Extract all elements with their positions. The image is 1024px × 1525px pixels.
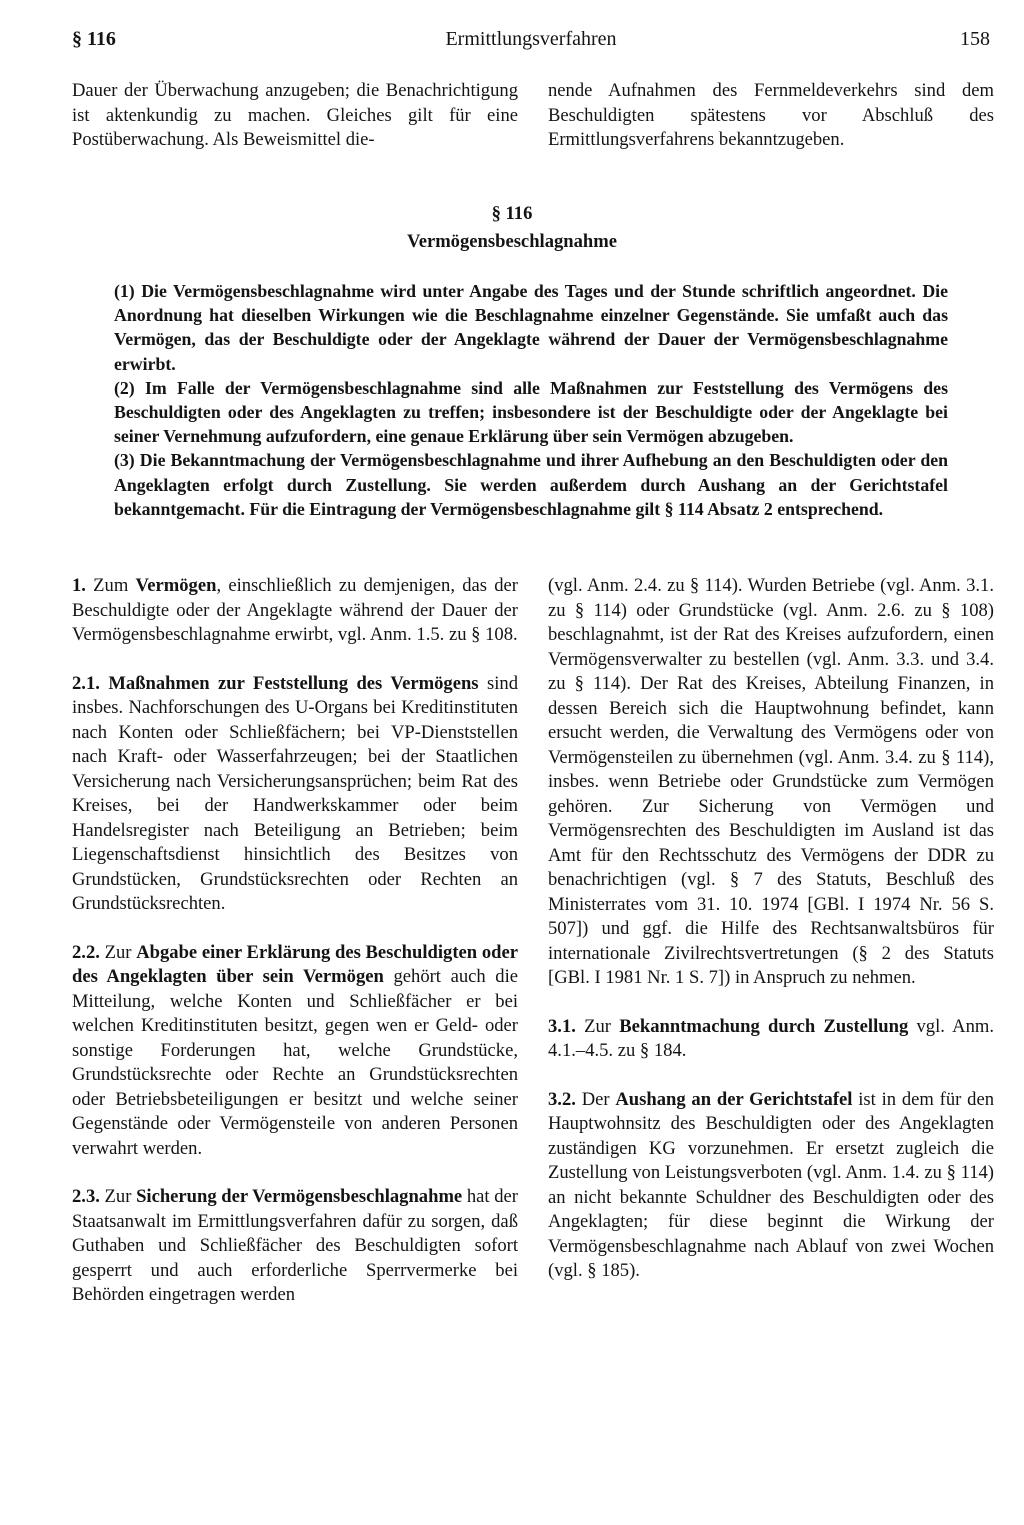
header-chapter: Ermittlungsverfahren [445, 28, 617, 50]
annotation-number: 2.1. [72, 672, 100, 694]
continuation-right-column [548, 79, 994, 153]
annotation-text: sind insbes. Nachforschungen des U-Organs bei Kreditinstituten nach Konten oder Schließfächern; bei VP-Dienststellen nach Kraft- oder Wasserfahrzeugen; bei der Staatlichen Versicherung nach Versicherungsansprüchen; beim Rat des Kreises, bei der Handwerkskammer oder beim Handelsregister nach Beteiligung an Betrieben; beim Liegenschaftsdienst hinsichtlich des Besitzes von Grundstücken, Grundstücksrechten oder Rechten an Grundstücksrechten. [72, 672, 518, 914]
annotation-keyword: Aushang an der Gerichtstafel [615, 1088, 853, 1110]
annotation-text: Der [575, 1088, 616, 1110]
annotation-2-3 [72, 1185, 518, 1308]
annotations-left-column [72, 574, 518, 1308]
annotation-1 [72, 574, 518, 648]
statute-paragraph-2: (2) Im Falle der Vermögensbeschlagnahme sind alle Maßnahmen zur Feststellung des Vermögens des Beschuldigten oder des Angeklagten zu treffen; insbesondere ist der Beschuldigte oder der Angeklagte bei seiner Vernehmung aufzufordern, eine genaue Erklärung über sein Vermögen abzugeben. [114, 377, 948, 447]
statute-paragraph-3: (3) Die Bekanntmachung der Vermögensbeschlagnahme und ihrer Aufhebung an den Beschuldigten oder den Angeklagten erfolgt durch Zustellung. Sie werden außerdem durch Aushang an der Gerichtstafel bekanntgemacht. Für die Eintragung der Vermögensbeschlagnahme gilt § 114 Absatz 2 entsprechend. [114, 450, 948, 519]
continuation-left-column [72, 79, 518, 153]
statute-paragraph-1: (1) Die Vermögensbeschlagnahme wird unter Angabe des Tages und der Stunde schriftlich angeordnet. Die Anordnung hat dieselben Wirkungen wie die Beschlagnahme einzelner Gegenstände. Sie umfaßt auch das Vermögen, das der Beschuldigte oder der Angeklagte während der Dauer der Vermögensbeschlagnahme erwirbt. [114, 281, 948, 374]
annotation-keyword: Maßnahmen zur Feststellung des Vermögens [108, 672, 479, 694]
section-heading [0, 200, 1024, 256]
page-number: 158 [960, 28, 990, 50]
annotation-number: 3.2. [548, 1088, 576, 1110]
annotation-3-1 [548, 1015, 994, 1064]
continuation-text-right: nende Aufnahmen des Fernmeldeverkehrs sind dem Beschuldigten spätestens vor Abschluß des Ermittlungsverfahrens bekanntzugeben. [548, 80, 994, 150]
statute-text [114, 279, 948, 521]
annotation-text: hat der Staatsanwalt im Ermittlungsverfahren dafür zu sorgen, daß Guthaben und Schließfächer des Beschuldigten sofort gesperrt und auch erforderliche Sperrvermerke bei Behörden eingetragen werden [72, 1186, 518, 1305]
annotation-2-2 [72, 941, 518, 1162]
section-title: Vermögensbeschlagnahme [406, 231, 618, 252]
page-header [72, 28, 990, 58]
annotation-number: 2.3. [72, 1186, 100, 1207]
annotation-text: Zur [99, 941, 137, 963]
annotation-2-3-continued: (vgl. Anm. 2.4. zu § 114). Wurden Betriebe (vgl. Anm. 3.1. zu § 114) oder Grundstücke (vgl. Anm. 2.6. zu § 108) beschlagnahmt, ist der Rat des Kreises aufzufordern, einen Vermögensverwalter zu bestellen (vgl. Anm. 3.3. und 3.4. zu § 114). Der Rat des Kreises, Abteilung Finanzen, in dessen Bereich sich die Hauptwohnung befindet, kann ersucht werden, die Verwaltung des Vermögens oder von Vermögensteilen zu übernehmen (vgl. Anm. 3.4. zu § 114), insbes. wenn Betriebe oder Grundstücke zum Vermögen gehören. Zur Sicherung von Vermögen und Vermögensrechten des Beschuldigten im Ausland ist das Amt für den Rechtsschutz des Vermögens der DDR zu benachrichtigen (vgl. § 7 des Statuts, Beschluß des Ministerrates vom 31. 10. 1974 [GBl. I 1974 Nr. 56 S. 507]) und ggf. die Hilfe des Rechtsanwaltsbüros für internationale Zivilrechtsvertretungen (§ 2 des Statuts [GBl. I 1981 Nr. 1 S. 7]) in Anspruch zu nehmen. [548, 575, 994, 988]
annotation-number: 3.1. [548, 1015, 576, 1037]
continuation-text-left: Dauer der Überwachung anzugeben; die Benachrichtigung ist aktenkundig zu machen. Gleiches gilt für eine Postüberwachung. Als Beweismittel die- [72, 80, 518, 150]
annotation-keyword: Sicherung der Vermögensbeschlagnahme [136, 1186, 463, 1207]
annotation-number: 2.2. [72, 941, 100, 963]
annotation-keyword: Vermögen [135, 575, 217, 596]
annotation-text: gehört auch die Mitteilung, welche Konten und Schließfächer er bei welchen Kreditinstituten besitzt, gegen wen er Geld- oder sonstige Forderungen hat, welche Grundstücke, Grundstücksrechte oder Rechte an Grundstücksrechten oder Betriebsbeteiligungen er besitzt und welche seiner Gegenstände oder Vermögensteile von anderen Personen verwahrt werden. [72, 966, 519, 1159]
annotations-right-column [548, 574, 994, 1284]
header-section-ref: § 116 [72, 28, 116, 50]
annotation-text: ist in dem für den Hauptwohnsitz des Beschuldigten oder des Angeklagten zuständigen KG vorzunehmen. Er ersetzt zugleich die Zustellung von Leistungsverboten (vgl. Anm. 1.4. zu § 114) an nicht bekannte Schuldner des Beschuldigten oder des Angeklagten; für diese beginnt die Wirkung der Vermögensbeschlagnahme nach Ablauf von zwei Wochen (vgl. § 185). [548, 1088, 994, 1281]
annotation-text: Zur [99, 1186, 137, 1207]
annotation-text: Zur [575, 1015, 620, 1037]
section-number: § 116 [491, 203, 533, 224]
annotation-text: Zum [85, 575, 136, 596]
annotation-3-2 [548, 1088, 994, 1284]
annotation-text: vgl. Anm. 4.1.–4.5. zu § 184. [548, 1015, 994, 1061]
annotation-number: 1. [72, 575, 86, 596]
annotation-keyword: Abgabe einer Erklärung des Beschuldigten oder des Angeklagten über sein Vermögen [72, 941, 518, 987]
annotation-keyword: Bekanntmachung durch Zustellung [619, 1015, 909, 1037]
annotation-text: , einschließlich zu demjenigen, das der Beschuldigte oder der Angeklagte während der Dauer der Vermögensbeschlagnahme erwirbt, vgl. Anm. 1.5. zu § 108. [72, 575, 518, 645]
annotation-2-1 [72, 672, 518, 917]
